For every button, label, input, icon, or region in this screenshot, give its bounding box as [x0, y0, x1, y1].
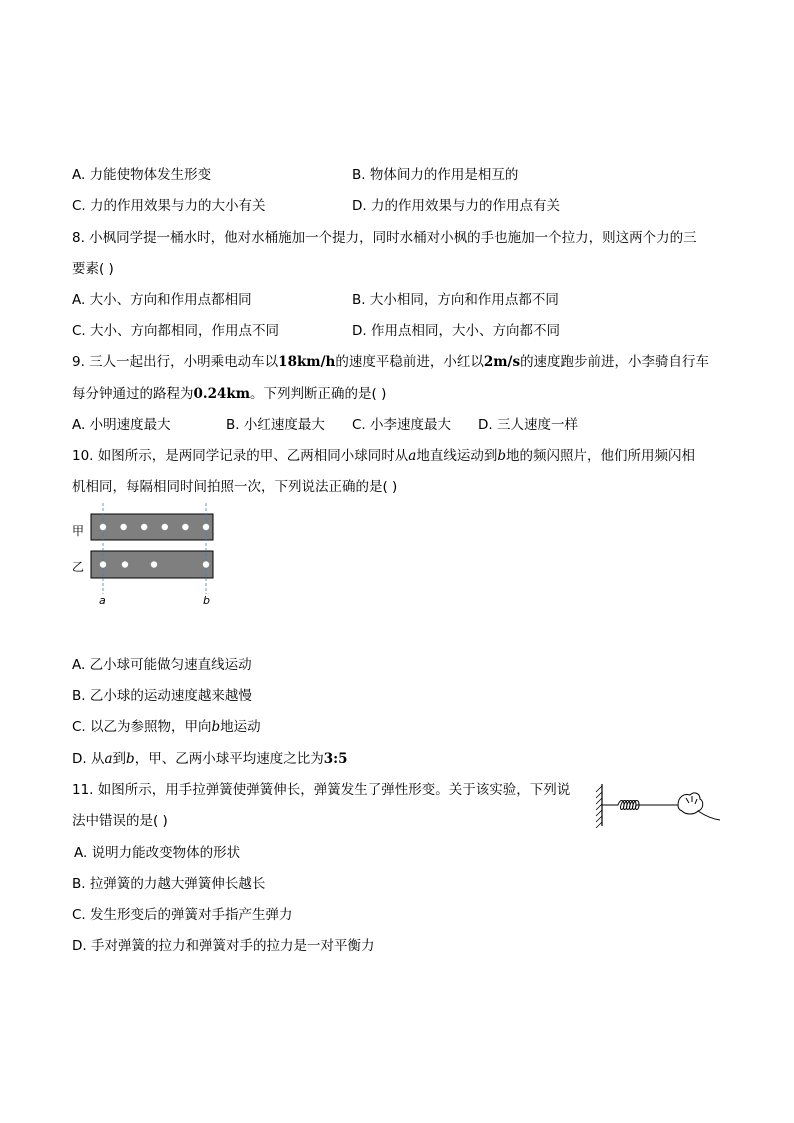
- q10-opt-d-point-a: a: [104, 751, 113, 767]
- q10-stem-line1: [72, 447, 695, 465]
- ball-jia: [120, 524, 126, 530]
- figure-label-jia: 甲: [72, 524, 85, 538]
- q10-text: 地的频闪照片，他们所用频闪相: [505, 448, 695, 464]
- q8-stem-line1: 8. 小枫同学提一桶水时，他对水桶施加一个提力，同时水桶对小枫的手也施加一个拉力，则这两个力的三: [72, 230, 697, 246]
- q10-text: 地直线运动到: [416, 448, 498, 464]
- ball-jia: [182, 524, 188, 530]
- q9-text: 每分钟通过的路程为: [72, 386, 194, 402]
- q10-opt-d-point-b: b: [126, 751, 135, 767]
- q8-option-a: A. 大小、方向和作用点都相同: [72, 292, 252, 308]
- q9-option-b: B. 小红速度最大: [226, 417, 325, 433]
- q9-text: 的速度平稳前进，小红以: [335, 354, 484, 370]
- q9-speed-xiaohong: 2m/s: [483, 354, 521, 370]
- ball-jia: [100, 524, 106, 530]
- q10-option-b: B. 乙小球的运动速度越来越慢: [72, 688, 252, 704]
- q7-option-d: D. 力的作用效果与力的作用点有关: [352, 198, 560, 214]
- q11-option-b: B. 拉弹簧的力越大弹簧伸长越长: [72, 876, 266, 892]
- figure-label-b: b: [203, 594, 210, 607]
- q7-option-b: B. 物体间力的作用是相互的: [352, 167, 519, 183]
- q10-text: 10. 如图所示，是两同学记录的甲、乙两相同小球同时从: [72, 448, 409, 464]
- ball-jia: [203, 524, 209, 530]
- ball-jia: [141, 524, 147, 530]
- q11-option-d: D. 手对弹簧的拉力和弹簧对手的拉力是一对平衡力: [72, 938, 375, 954]
- q10-point-b: b: [497, 448, 506, 464]
- q9-option-a: A. 小明速度最大: [72, 417, 171, 433]
- q11-spring-figure: [594, 780, 724, 830]
- q9-text: 。下列判断正确的是( ): [250, 386, 387, 402]
- q11-option-a: A. 说明力能改变物体的形状: [74, 845, 241, 861]
- ball-yi: [122, 561, 128, 567]
- q9-distance: 0.24km: [193, 386, 251, 402]
- q10-opt-c-point: b: [211, 719, 221, 735]
- q9-option-c: C. 小李速度最大: [352, 417, 452, 433]
- q9-text: 的速度跑步前进，小李骑自行车: [520, 354, 710, 370]
- q11-stem-line2: 法中错误的是( ): [72, 813, 168, 829]
- spring-icon: [602, 801, 678, 810]
- ball-yi: [203, 561, 209, 567]
- ball-jia: [162, 524, 168, 530]
- q10-opt-d-text: ，甲、乙两小球平均速度之比为: [134, 751, 324, 767]
- q11-option-c: C. 发生形变后的弹簧对手指产生弹力: [72, 907, 293, 923]
- q10-point-a: a: [408, 448, 417, 464]
- figure-label-yi: 乙: [72, 560, 85, 574]
- q7-option-a: A. 力能使物体发生形变: [72, 167, 212, 183]
- q10-opt-c-text: 地运动: [220, 719, 261, 735]
- q10-opt-d-text: D. 从: [72, 751, 105, 767]
- ball-yi: [151, 561, 157, 567]
- q9-stem-line1: [72, 353, 709, 371]
- q9-option-d: D. 三人速度一样: [478, 417, 578, 433]
- q11-stem-line1: 11. 如图所示，用手拉弹簧使弹簧伸长，弹簧发生了弹性形变。关于该实验，下列说: [72, 782, 571, 798]
- q10-option-d: [72, 750, 347, 768]
- q10-option-a: A. 乙小球可能做匀速直线运动: [72, 657, 252, 673]
- q7-option-c: C. 力的作用效果与力的大小有关: [72, 198, 266, 214]
- q8-option-b: B. 大小相同，方向和作用点都不同: [352, 292, 559, 308]
- figure-label-a: a: [99, 594, 106, 607]
- strip-jia: [91, 514, 213, 540]
- q10-strobe-figure: [66, 500, 226, 610]
- q9-stem-line2: [72, 385, 386, 403]
- q10-option-c: [72, 718, 261, 736]
- q10-opt-d-ratio: 3:5: [323, 751, 348, 767]
- q8-option-c: C. 大小、方向都相同，作用点不同: [72, 323, 280, 339]
- q10-stem-line2: 机相同，每隔相同时间拍照一次，下列说法正确的是( ): [72, 479, 398, 495]
- q10-opt-c-text: C. 以乙为参照物，甲向: [72, 719, 212, 735]
- q9-text: 9. 三人一起出行，小明乘电动车以: [72, 354, 279, 370]
- hand-icon: [678, 793, 720, 820]
- q9-speed-xiaoming: 18km/h: [278, 354, 336, 370]
- ball-yi: [100, 561, 106, 567]
- q8-option-d: D. 作用点相同，大小、方向都不同: [352, 323, 560, 339]
- q10-opt-d-text: 到: [112, 751, 127, 767]
- q8-stem-line2: 要素( ): [72, 261, 114, 277]
- wall-hatch: [596, 786, 602, 828]
